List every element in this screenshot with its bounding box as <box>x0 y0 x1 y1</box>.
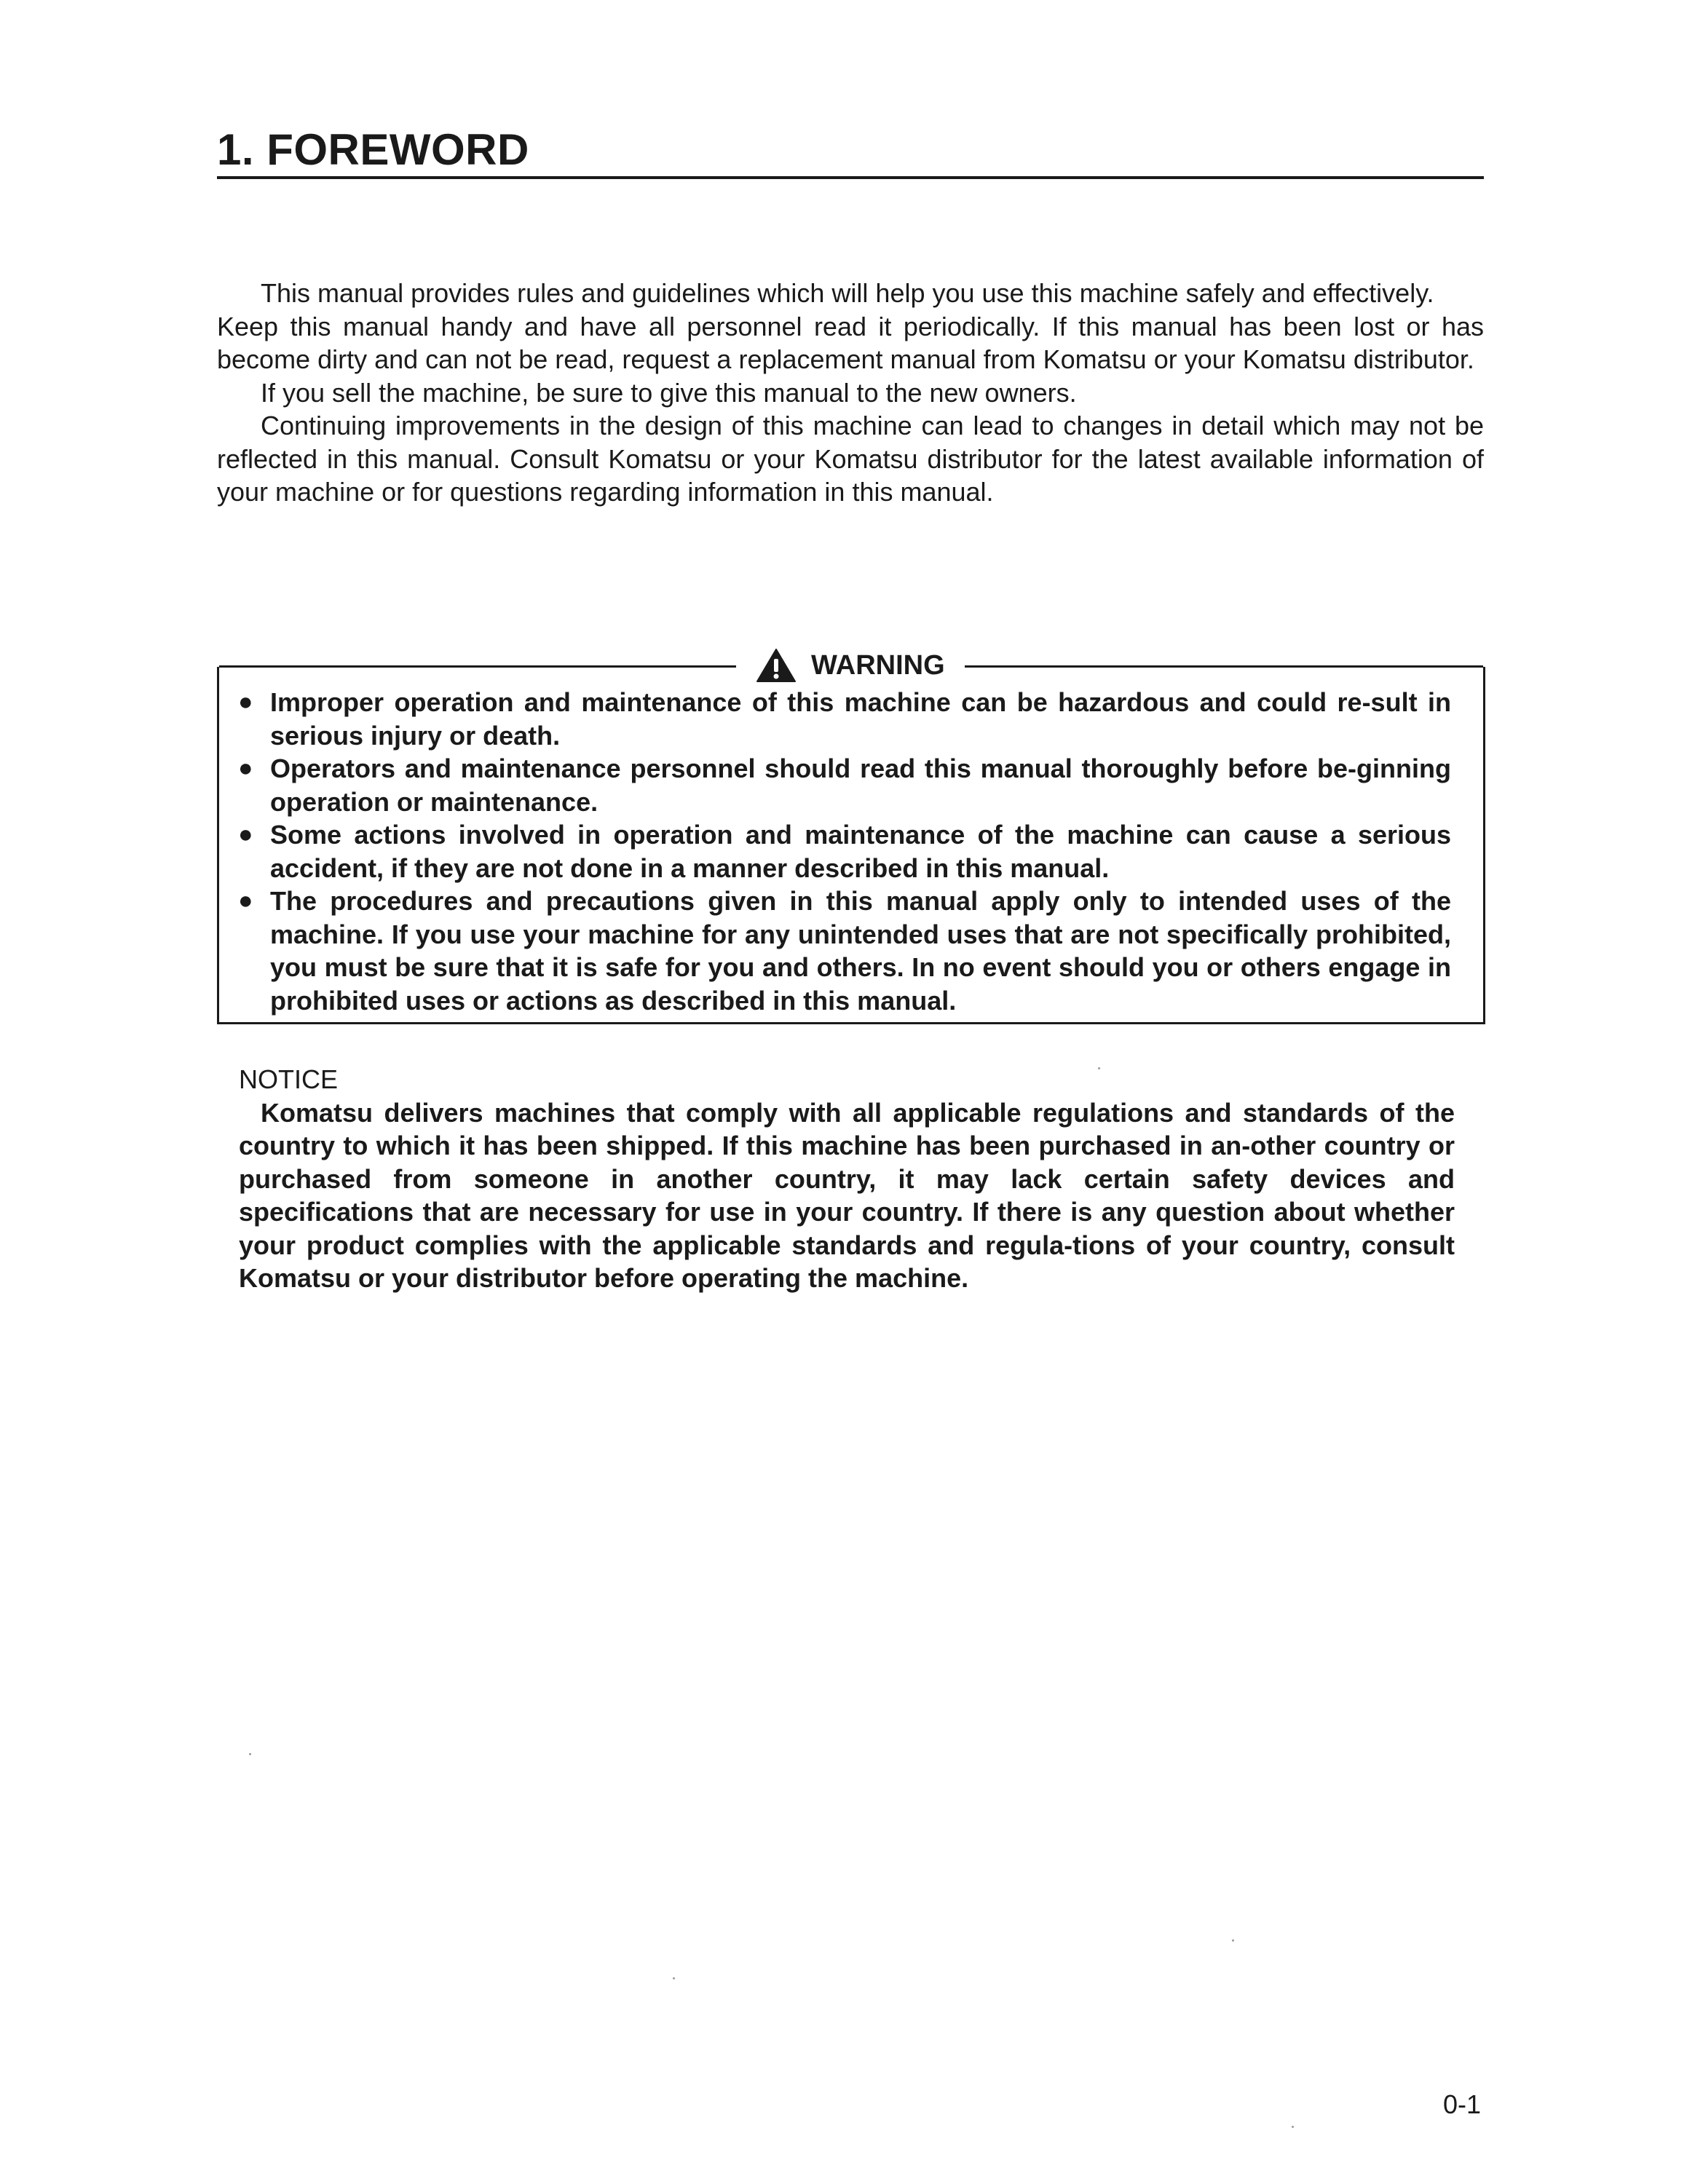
warning-rule-right <box>965 665 1483 668</box>
warning-item-text: Some actions involved in operation and maintenance of the machine can cause a serious accident, if they are not done in a manner described in this manual. <box>270 820 1451 883</box>
scan-speck <box>673 1977 675 1979</box>
page-number: 0-1 <box>1443 2089 1482 2119</box>
scan-speck <box>1098 1067 1100 1069</box>
bullet: ● <box>238 754 253 782</box>
notice-body: Komatsu delivers machines that comply with all applicable regulations and standards of the country to which it has been shipped. If this machine has been purchased in an-other country or purchased from someone in another country, it may lack certain safety devices and specifications that are necessary for use in your country. If there is any question about whether your product complies with the applicable standards and regula-tions of your country, consult Komatsu or your distributor before operating the machine. <box>239 1097 1455 1293</box>
bullet: ● <box>238 887 253 914</box>
warning-title-text: WARNING <box>811 649 945 681</box>
intro-paragraph: Continuing improvements in the design of this machine can lead to changes in detail which may not be reflected in this manual. Consult Komatsu or your Komatsu distributor for the latest available information of your machine or for questions regarding information in this manual. <box>217 411 1484 507</box>
notice-section <box>239 1063 1455 1295</box>
warning-item <box>237 752 1451 818</box>
section-heading-text: 1. FOREWORD <box>217 125 529 174</box>
intro-paragraph: If you sell the machine, be sure to give this manual to the new owners. <box>261 377 1077 408</box>
warning-box <box>217 649 1485 1024</box>
scan-speck <box>1232 1939 1234 1942</box>
warning-item <box>237 818 1451 885</box>
scan-speck <box>1292 2126 1294 2128</box>
warning-title <box>753 646 948 684</box>
scan-speck <box>249 1753 251 1755</box>
intro-paragraph: This manual provides rules and guidelines which will help you use this machine safely and effectively. <box>261 278 1434 308</box>
section-heading <box>217 124 1484 179</box>
bullet: ● <box>238 820 253 848</box>
notice-title: NOTICE <box>239 1064 339 1094</box>
warning-header <box>219 649 1483 681</box>
warning-item-text: Improper operation and maintenance of this machine can be hazardous and could re-sult in serious injury or death. <box>270 687 1451 751</box>
intro-paragraph: Keep this manual handy and have all personnel read it periodically. If this manual has been lost or has become dirty and can not be read, request a replacement manual from Komatsu or your Komatsu distributor. <box>217 311 1484 374</box>
warning-item-text: The procedures and precautions given in this manual apply only to intended uses of the machine. If you use your machine for any unintended uses that are not specifically prohibited, you must be sure that it is safe for you and others. In no event should you or others engage in prohibited uses or actions as described in this manual. <box>270 886 1451 1016</box>
warning-item <box>237 885 1451 1017</box>
warning-triangle-icon <box>756 648 797 683</box>
intro-text <box>217 277 1484 509</box>
bullet: ● <box>238 688 253 716</box>
warning-item-text: Operators and maintenance personnel should read this manual thoroughly before be-ginning operation or maintenance. <box>270 753 1451 817</box>
warning-list <box>237 686 1451 1017</box>
warning-item <box>237 686 1451 752</box>
warning-rule-left <box>219 665 736 668</box>
